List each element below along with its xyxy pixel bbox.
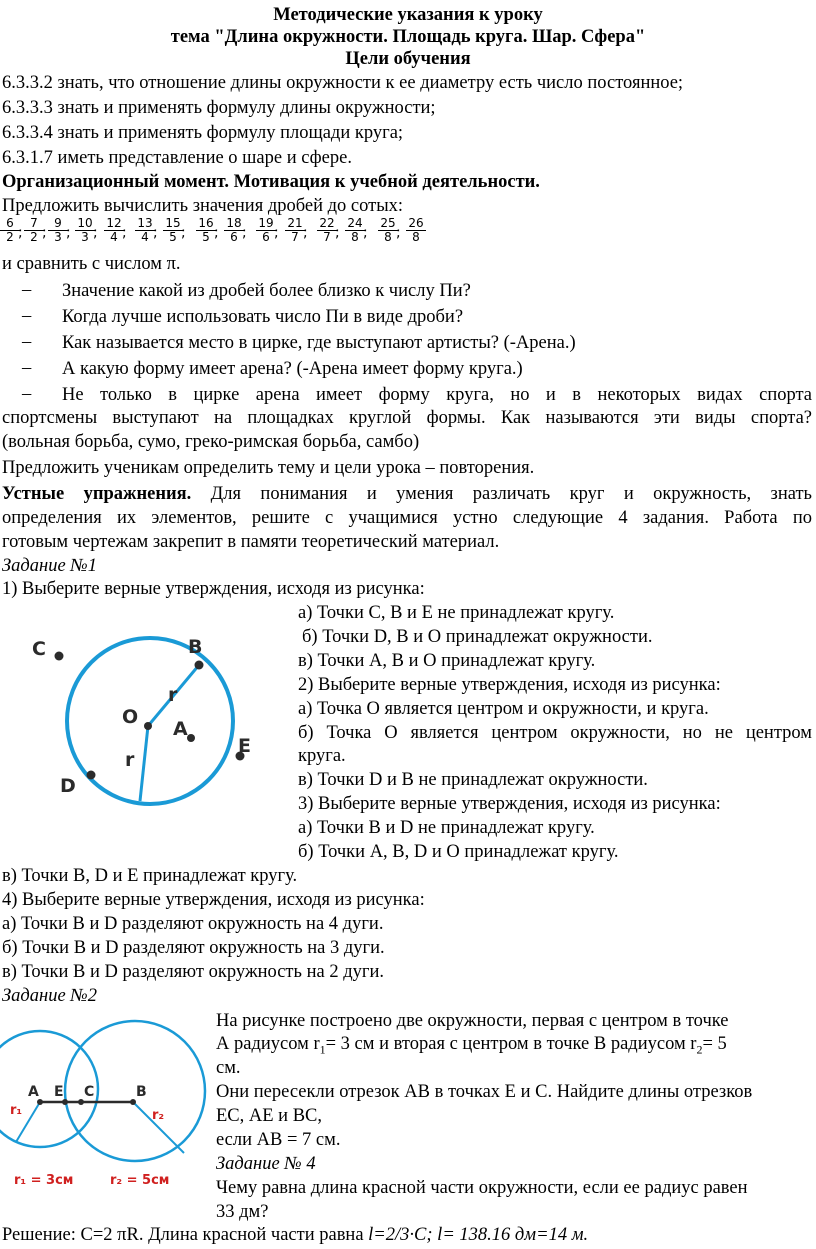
question-text: Значение какой из дробей более близко к числу Пи? xyxy=(62,281,471,301)
label-e: E xyxy=(238,735,251,757)
task2-line xyxy=(216,1033,727,1061)
fraction-separator: ; xyxy=(42,225,47,241)
fraction xyxy=(24,217,44,244)
point-c xyxy=(55,652,64,661)
task4-line: Чему равна длина красной части окружности, если ее радиус равен xyxy=(216,1178,748,1198)
task2-line: Они пересекли отрезок АВ в точках Е и С. Найдите длины отрезков xyxy=(216,1082,753,1102)
goal-item: 6.3.3.3 знать и применять формулу длины окружности; xyxy=(2,98,436,118)
question-item xyxy=(0,306,816,328)
org-heading: Организационный момент. Мотивация к учебной деятельности. xyxy=(2,172,540,192)
fraction-denominator: 8 xyxy=(351,230,359,244)
fraction-numerator: 24 xyxy=(345,217,365,231)
task4-title: Задание № 4 xyxy=(216,1154,316,1174)
task2-line: см. xyxy=(216,1058,241,1078)
label-a: A xyxy=(28,1084,39,1100)
oral-line: готовым чертежам закрепит в памяти теоретический материал. xyxy=(2,532,500,552)
lesson-topic: тема "Длина окружности. Площадь круга. Шар. Сфера" xyxy=(170,27,646,47)
dash-marker: – xyxy=(22,280,32,300)
fraction-denominator: 4 xyxy=(141,230,149,244)
label-r1: r₁ xyxy=(10,1103,23,1118)
fraction-numerator: 21 xyxy=(285,217,305,231)
subscript: 1 xyxy=(319,1042,326,1057)
fraction xyxy=(345,217,365,244)
question-text: Как называется место в цирке, где выступают артисты? (-Арена.) xyxy=(62,333,576,353)
fraction-separator: ; xyxy=(303,225,308,241)
task4-line: 33 дм? xyxy=(216,1202,269,1222)
point-o xyxy=(144,722,152,730)
task1-line: в) Точки D и В не принадлежат окружности. xyxy=(298,770,648,790)
dash-marker: – xyxy=(22,306,32,326)
dash-marker: – xyxy=(22,358,32,378)
fraction-separator: ; xyxy=(242,225,247,241)
fraction-numerator: 6 xyxy=(0,217,20,231)
fraction-numerator: 9 xyxy=(48,217,68,231)
task1-line: а) Точки С, В и Е не принадлежат кругу. xyxy=(298,603,615,623)
fraction-denominator: 6 xyxy=(230,230,238,244)
oral-line: определения их элементов, решите с учащимися устно следующие 4 задания. Работа по xyxy=(2,508,812,528)
question-text: А какую форму имеет арена? (-Арена имеет форму круга.) xyxy=(62,359,523,379)
task1-line: в) Точки В, D и Е принадлежат кругу. xyxy=(2,866,298,886)
fraction xyxy=(285,217,305,244)
fraction-denominator: 8 xyxy=(384,230,392,244)
fraction-numerator: 22 xyxy=(317,217,337,231)
fraction-separator: ; xyxy=(18,225,23,241)
fraction xyxy=(48,217,68,244)
task1-line: б) Точки В и D разделяют окружность на 3 дуги. xyxy=(2,938,385,958)
solution-text: Решение: С=2 πR. Длина красной части равна xyxy=(2,1225,369,1245)
fraction-denominator: 2 xyxy=(30,230,38,244)
task1-figure xyxy=(24,625,264,810)
fraction-separator: ; xyxy=(181,225,186,241)
task1-line: б) Точки А, В, D и О принадлежат кругу. xyxy=(298,842,619,862)
fraction-denominator: 2 xyxy=(6,230,14,244)
radius-line-od xyxy=(140,726,148,801)
task1-line: в) Точки А, В и О принадлежат кругу. xyxy=(298,651,596,671)
point-d xyxy=(87,771,96,780)
label-r: r xyxy=(125,749,135,771)
task2-text: А радиусом r xyxy=(216,1034,320,1054)
label-r: r xyxy=(168,684,178,706)
label-r2: r₂ xyxy=(152,1108,165,1123)
solution-formula: l=2/3·C; l= 138.16 дм=14 м. xyxy=(368,1225,589,1245)
fraction-separator: ; xyxy=(153,225,158,241)
task2-line: На рисунке построено две окружности, первая с центром в точке xyxy=(216,1011,729,1031)
fraction xyxy=(163,217,183,244)
caption-r2: r₂ = 5см xyxy=(110,1173,170,1188)
task2-text: = 5 xyxy=(702,1034,727,1054)
task1-line: б) Точки D, В и О принадлежат окружности. xyxy=(302,627,653,647)
task1-line: круга. xyxy=(298,746,346,766)
fraction-separator: ; xyxy=(274,225,279,241)
fractions-intro: Предложить вычислить значения дробей до сотых: xyxy=(2,196,404,216)
label-e: E xyxy=(54,1084,64,1100)
task1-line: в) Точки В и D разделяют окружность на 2 дуги. xyxy=(2,962,384,982)
solution-line xyxy=(2,1224,588,1246)
oral-line xyxy=(2,483,812,505)
fraction-numerator: 10 xyxy=(75,217,95,231)
fractions-row xyxy=(0,217,816,247)
fraction xyxy=(196,217,216,244)
task1-line: 1) Выберите верные утверждения, исходя из рисунка: xyxy=(2,579,425,599)
task1-line: а) Точки В и D разделяют окружность на 4 дуги. xyxy=(2,914,384,934)
fraction-numerator: 12 xyxy=(104,217,124,231)
fraction-denominator: 3 xyxy=(54,230,62,244)
task2-figure xyxy=(0,1005,210,1195)
task2-text: = 3 см и вторая с центром в точке В радиусом r xyxy=(325,1034,697,1054)
sport-line: (вольная борьба, сумо, греко-римская борьба, самбо) xyxy=(2,432,420,452)
label-a: A xyxy=(173,718,188,740)
page-title: Методические указания к уроку xyxy=(273,5,543,25)
fraction-denominator: 4 xyxy=(110,230,118,244)
fraction xyxy=(135,217,155,244)
question-item xyxy=(0,280,816,302)
task2-line: если АВ = 7 см. xyxy=(216,1130,341,1150)
dash-marker: – xyxy=(22,332,32,352)
oral-heading: Устные упражнения. xyxy=(2,484,192,504)
fraction-numerator: 18 xyxy=(224,217,244,231)
task1-title: Задание №1 xyxy=(2,556,97,576)
point-b xyxy=(195,661,204,670)
fraction-denominator: 5 xyxy=(202,230,210,244)
compare-line: и сравнить с числом π. xyxy=(2,254,181,274)
question-item xyxy=(0,384,816,406)
task1-line: 2) Выберите верные утверждения, исходя из рисунка: xyxy=(298,675,721,695)
fraction-separator: ; xyxy=(396,225,401,241)
goals-heading: Цели обучения xyxy=(345,49,471,69)
fraction-denominator: 6 xyxy=(262,230,270,244)
fraction-numerator: 7 xyxy=(24,217,44,231)
label-d: D xyxy=(60,775,76,797)
fraction-separator: ; xyxy=(122,225,127,241)
point-a xyxy=(187,734,195,742)
fraction-denominator: 3 xyxy=(81,230,89,244)
question-text: Когда лучше использовать число Пи в виде дроби? xyxy=(62,307,464,327)
theme-line: Предложить ученикам определить тему и цели урока – повторения. xyxy=(2,458,535,478)
task2-line: ЕС, АЕ и ВС, xyxy=(216,1106,323,1126)
fraction xyxy=(0,217,20,244)
task1-line: а) Точка О является центром и окружности, и круга. xyxy=(298,699,709,719)
task1-line: 4) Выберите верные утверждения, исходя из рисунка: xyxy=(2,890,425,910)
fraction-numerator: 13 xyxy=(135,217,155,231)
question-text: Не только в цирке арена имеет форму круга, но и в некоторых видах спорта xyxy=(62,385,812,405)
fraction-numerator: 16 xyxy=(196,217,216,231)
fraction-separator: ; xyxy=(93,225,98,241)
sport-line: спортсмены выступают на площадках круглой формы. Как называются эти виды спорта? xyxy=(2,408,812,428)
fraction-separator: ; xyxy=(214,225,219,241)
fraction-denominator: 7 xyxy=(291,230,299,244)
fraction-numerator: 15 xyxy=(163,217,183,231)
fraction xyxy=(256,217,276,244)
task2-title: Задание №2 xyxy=(2,986,97,1006)
question-item xyxy=(0,358,816,380)
dash-marker: – xyxy=(22,384,32,404)
oral-text: Для понимания и умения различать круг и окружность, знать xyxy=(191,484,812,504)
goal-item: 6.3.1.7 иметь представление о шаре и сфере. xyxy=(2,148,352,168)
goal-item: 6.3.3.2 знать, что отношение длины окружности к ее диаметру есть число постоянное; xyxy=(2,73,684,93)
task1-line: а) Точки В и D не принадлежат кругу. xyxy=(298,818,595,838)
label-b: B xyxy=(136,1084,147,1100)
question-item xyxy=(0,332,816,354)
label-o: O xyxy=(122,706,139,728)
fraction-numerator: 25 xyxy=(378,217,398,231)
task1-line: б) Точка О является центром окружности, но не центром xyxy=(298,723,812,743)
goal-item: 6.3.3.4 знать и применять формулу площади круга; xyxy=(2,123,404,143)
fraction xyxy=(378,217,398,244)
fraction xyxy=(224,217,244,244)
fraction-numerator: 26 xyxy=(406,217,426,231)
label-b: B xyxy=(188,636,203,658)
fraction-numerator: 19 xyxy=(256,217,276,231)
fraction-separator: ; xyxy=(335,225,340,241)
label-c: C xyxy=(32,638,46,660)
task1-line: 3) Выберите верные утверждения, исходя из рисунка: xyxy=(298,794,721,814)
fraction-denominator: 7 xyxy=(323,230,331,244)
subscript: 2 xyxy=(696,1042,703,1057)
fraction-separator: ; xyxy=(66,225,71,241)
fraction xyxy=(75,217,95,244)
fraction-denominator: 8 xyxy=(412,230,420,244)
caption-r1: r₁ = 3см xyxy=(14,1173,74,1188)
fraction-denominator: 5 xyxy=(169,230,177,244)
fraction-separator: ; xyxy=(363,225,368,241)
fraction xyxy=(104,217,124,244)
fraction xyxy=(406,217,426,244)
fraction xyxy=(317,217,337,244)
label-c: C xyxy=(84,1084,95,1100)
